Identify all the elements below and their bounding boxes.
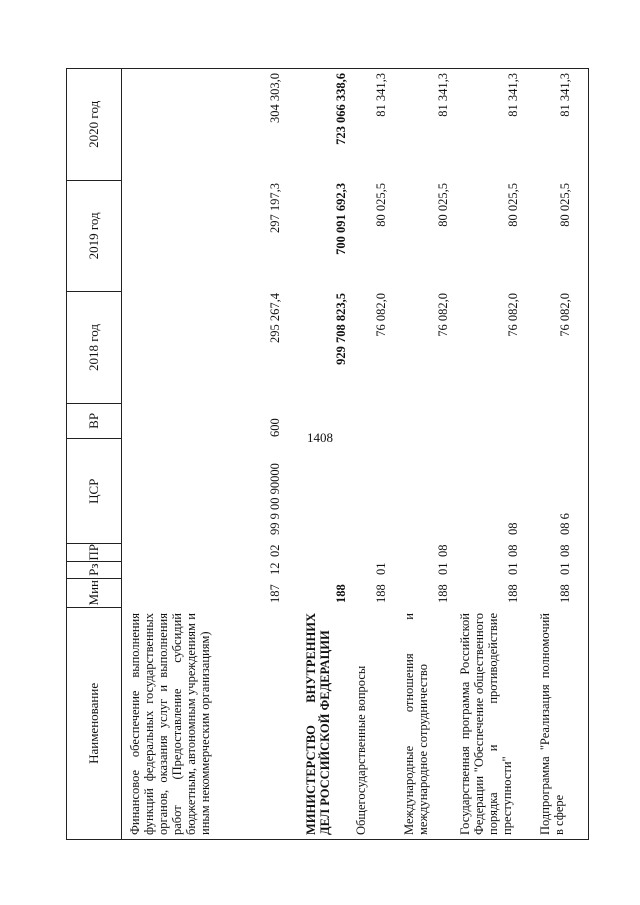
header-min: Мин [67,578,122,607]
row-pr: 08 [436,544,450,557]
row-vr: 600 [268,418,282,437]
row-rz: 01 [374,562,388,575]
row-min: 187 [268,584,282,603]
row-y2018: 76 082,0 [558,293,572,337]
row-y2020: 723 066 338,6 [334,73,348,145]
row-y2018: 76 082,0 [506,293,520,337]
row-y2019: 80 025,5 [506,183,520,227]
row-y2020: 81 341,3 [558,73,572,117]
row-name: Международные отношения и международное сотрудничество [402,613,430,835]
row-name: Финансовое обеспечение выполнения функций федеральных государственных органов, оказания услуг и выполнения работ (Предоставление субсидий бюджетным, автономным учреждениям и иным некоммерческим организациям) [128,613,212,835]
row-y2018: 76 082,0 [374,293,388,337]
row-pr: 02 [268,544,282,557]
row-rz: 12 [268,562,282,575]
row-y2018: 295 267,4 [268,293,282,343]
row-y2018: 929 708 823,5 [334,293,348,365]
row-y2019: 700 091 692,3 [334,183,348,255]
row-min: 188 [558,584,572,603]
header-2019: 2019 год [67,180,122,292]
row-y2019: 80 025,5 [558,183,572,227]
budget-table [66,68,589,840]
header-vr: ВР [67,403,122,438]
row-rz: 01 [506,562,520,575]
row-name: Общегосударственные вопросы [354,665,368,835]
row-rz: 01 [558,562,572,575]
row-min: 188 [374,584,388,603]
row-min: 188 [436,584,450,603]
page-number: 1408 [307,430,333,445]
row-csr: 08 6 [558,513,572,535]
row-y2019: 297 197,3 [268,183,282,233]
rows-container [122,69,588,839]
row-y2019: 80 025,5 [374,183,388,227]
row-rz: 01 [436,562,450,575]
row-y2020: 81 341,3 [506,73,520,117]
rotated-table-wrapper [66,68,586,840]
row-name: Подпрограмма "Реализация полномочий в сфере [538,613,566,835]
row-y2020: 304 303,0 [268,73,282,123]
row-pr: 08 [558,544,572,557]
row-min: 188 [506,584,520,603]
row-y2018: 76 082,0 [436,293,450,337]
row-csr: 08 [506,522,520,535]
row-y2020: 81 341,3 [374,73,388,117]
row-name: МИНИСТЕРСТВО ВНУТРЕННИХ ДЕЛ РОССИЙСКОЙ ФЕДЕРАЦИИ [304,613,332,835]
row-pr: 08 [506,544,520,557]
row-name: Государственная программа Российской Федерации "Обеспечение общественного порядка и противодействие преступности" [458,613,514,835]
header-pr: ПР [67,544,122,561]
row-csr: 99 9 00 90000 [268,463,282,535]
row-y2020: 81 341,3 [436,73,450,117]
table-body-row [122,69,589,840]
header-rz: Рз [67,561,122,578]
header-2018: 2018 год [67,292,122,404]
row-min: 188 [334,584,348,603]
header-2020: 2020 год [67,69,122,181]
header-csr: ЦСР [67,438,122,544]
table-header-row [67,69,122,840]
table-body [122,69,589,840]
header-name: Наименование [67,607,122,839]
row-y2019: 80 025,5 [436,183,450,227]
